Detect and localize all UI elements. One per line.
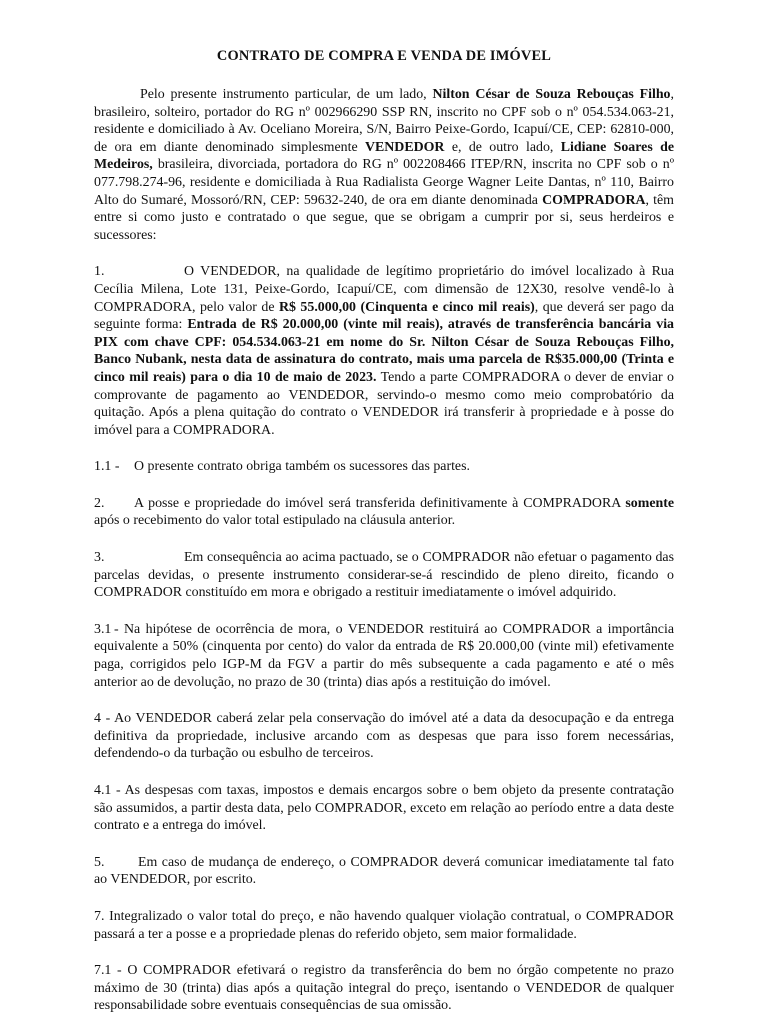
clause-number: 1.: [94, 264, 105, 280]
intro-text: , têm entre si como justo e contratado o que segue, que se obrigam a cumprir por si, seus herdeiros e sucessores:: [94, 192, 674, 243]
clause-7-1: 7.1 - O COMPRADOR efetivará o registro da transferência do bem no órgão competente no prazo máximo de 30 (trinta) dias após a quitação integral do preço, isentando o VENDEDOR de qualquer responsabilidade sobre eventuais consequências de sua omissão.: [94, 963, 674, 1014]
clause-number: 2.: [94, 495, 105, 511]
intro-text: e, de outro lado,: [444, 139, 561, 155]
intro-text: brasileira, divorciada, portadora do RG nº 002208466 ITEP/RN, inscrita no CPF sob o nº 077.798.274-96, residente e domiciliada à Rua Radialista George Wagner Leite Dantas, nº 110, Bairro Alto do Sumaré, Mossoró/RN, CEP: 59632-240, de ora em diante denominada: [94, 157, 674, 208]
clause-3: [94, 549, 674, 602]
clause-1-1: [94, 458, 674, 476]
clause-2: [94, 495, 674, 530]
clause-4-1: 4.1 - As despesas com taxas, impostos e demais encargos sobre o bem objeto da presente contratação são assumidos, a partir desta data, pelo COMPRADOR, exceto em relação ao período entre a data deste contrato e a entrega do imóvel.: [94, 783, 674, 834]
clause-text: - Na hipótese de ocorrência de mora, o VENDEDOR restituirá ao COMPRADOR a importância equivalente a 50% (cinquenta por cento) do valor da entrada de R$ 20.000,00 (vinte mil) efetivamente paga, corrigidos pelo IGP-M da FGV a partir do mês subsequente a cada pagamento e até o mês anterior ao de devolução, no prazo de 30 (trinta) dias após a restituição do imóvel.: [94, 621, 674, 690]
seller-label: VENDEDOR: [364, 139, 445, 155]
intro-text: , brasileiro, solteiro, portador do RG nº 002966290 SSP RN, inscrito no CPF sob o nº 054.534.063-21, residente e domiciliado à Av. Oceliano Moreira, S/N, Bairro Peixe-Gordo, Icapuí/CE, CEP: 62810-000, de ora em diante denominado simplesmente: [94, 87, 674, 155]
clause-number: 5.: [94, 854, 105, 870]
clause-number: 1.1 -: [94, 459, 120, 475]
buyer-name: Lidiane Soares de Medeiros,: [94, 139, 674, 173]
clause-text: O presente contrato obriga também os sucessores das partes.: [134, 459, 470, 475]
intro-paragraph: [94, 86, 674, 244]
clause-number: 3.1: [94, 621, 112, 637]
clause-text: Tendo a parte COMPRADORA o dever de enviar o comprovante de pagamento ao VENDEDOR, servindo-o mesmo como meio comprobatório da quitação. Após a plena quitação do contrato o VENDEDOR irá transferir à propriedade e à posse do imóvel para a COMPRADORA.: [94, 369, 675, 438]
clause-4: 4 - Ao VENDEDOR caberá zelar pela conservação do imóvel até a data da desocupação e da entrega definitiva da propriedade, inclusive arcando com as despesas que para isso forem necessárias, defendendo-o da turbação ou esbulho de terceiros.: [94, 711, 674, 762]
clause-text: após o recebimento do valor total estipulado na cláusula anterior.: [94, 513, 456, 529]
payment-terms: Entrada de R$ 20.000,00 (vinte mil reais), através de transferência bancária via PIX com chave CPF: 054.534.063-21 em nome do Sr. Nilton César de Souza Rebouças Filho, Banco Nubank, nesta data de assinatura do contrato, mais uma parcela de R$35.000,00 (Trinta e cinco mil reais) para o dia 10 de maio de 2023.: [94, 317, 674, 385]
clause-number: 3.: [94, 550, 105, 566]
clause-5: [94, 854, 674, 889]
intro-text: Pelo presente instrumento particular, de um lado,: [140, 87, 433, 102]
clause-1: [94, 263, 674, 439]
clause-text: Em caso de mudança de endereço, o COMPRADOR deverá comunicar imediatamente tal fato ao VENDEDOR, por escrito.: [94, 854, 674, 888]
clause-3-1: [94, 621, 674, 691]
clause-text: O VENDEDOR, na qualidade de legítimo proprietário do imóvel localizado à Rua Cecília Milena, Lote 131, Peixe-Gordo, Icapuí/CE, com dimensão de 12X30, resolve vendê-lo à COMPRADORA, pelo valor de: [94, 264, 674, 315]
seller-name: Nilton César de Souza Rebouças Filho: [432, 87, 671, 102]
contract-title: CONTRATO DE COMPRA E VENDA DE IMÓVEL: [216, 48, 552, 64]
clause-text: Em consequência ao acima pactuado, se o COMPRADOR não efetuar o pagamento das parcelas devidas, o presente instrumento considerar-se-á rescindido de pleno direito, ficando o COMPRADOR constituído em mora e obrigado a restituir imediatamente o imóvel adquirido.: [94, 550, 674, 601]
clause-emphasis: somente: [625, 495, 674, 511]
price-total: R$ 55.000,00 (Cinquenta e cinco mil reais): [278, 299, 535, 315]
clause-text: A posse e propriedade do imóvel será transferida definitivamente à COMPRADORA: [134, 495, 626, 511]
buyer-label: COMPRADORA: [542, 192, 646, 208]
clause-7: 7. Integralizado o valor total do preço, e não havendo qualquer violação contratual, o COMPRADOR passará a ter a posse e a propriedade plenas do referido objeto, sem maior formalidade.: [94, 908, 674, 942]
clause-text: , que deverá ser pago da seguinte forma:: [94, 299, 674, 333]
